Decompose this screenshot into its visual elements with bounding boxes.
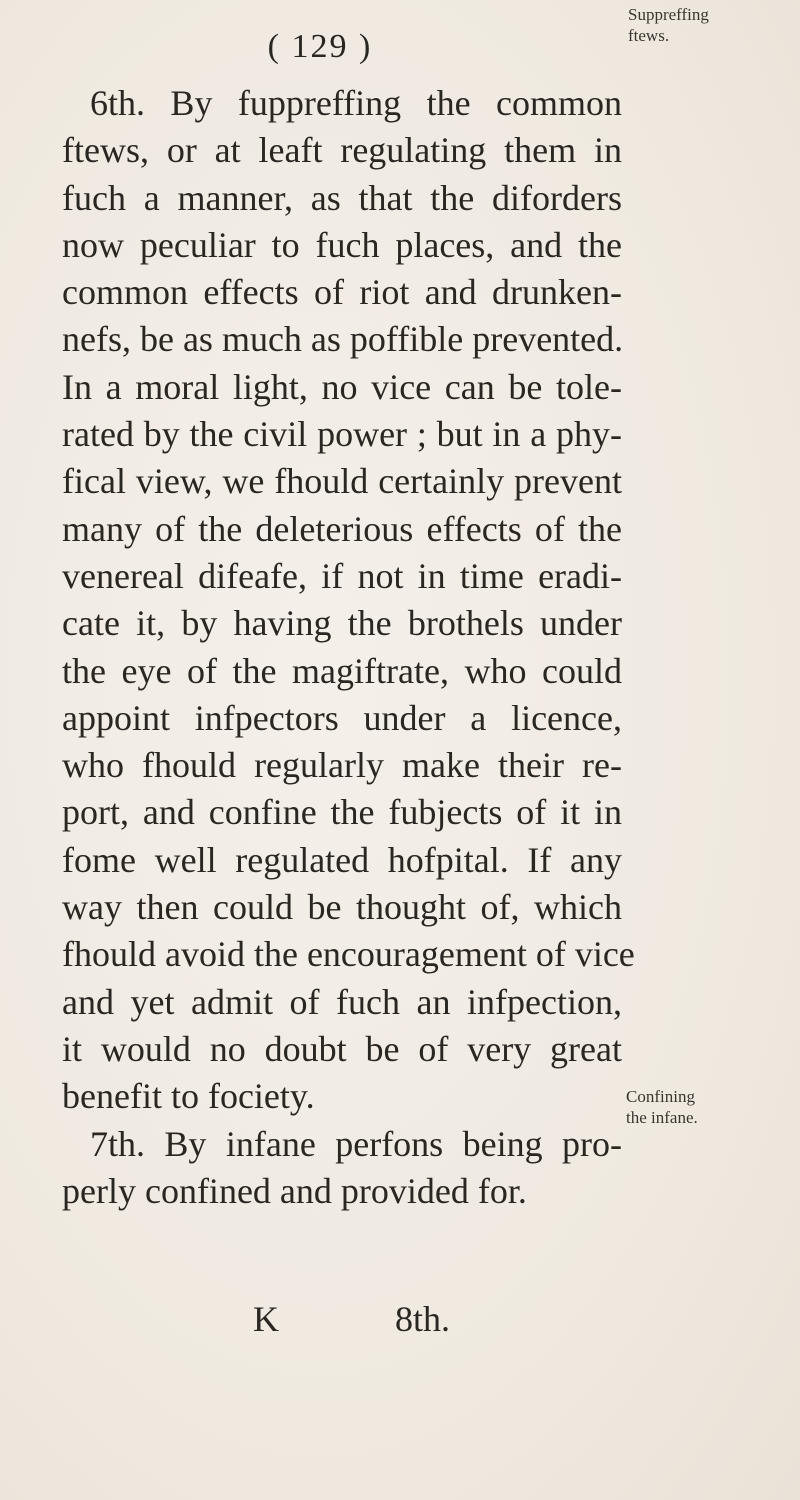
text-line: way then could be thought of, which xyxy=(62,887,622,928)
text-line: perly confined and provided for. xyxy=(62,1170,527,1211)
text-line: it would no doubt be of very great xyxy=(62,1028,622,1069)
text-line: fome well regulated hofpital. If any xyxy=(62,839,622,880)
page-number: ( 129 ) xyxy=(267,28,373,65)
text-line: fuch a manner, as that the diforders xyxy=(62,177,622,218)
catchword: 8th. xyxy=(395,1299,451,1339)
text-line: rated by the civil power ; but in a phy- xyxy=(62,414,622,455)
text-line: appoint infpectors under a licence, xyxy=(62,697,622,738)
text-line: ftews, or at leaft regulating them in xyxy=(62,130,622,171)
text-line: the eye of the magiftrate, who could xyxy=(62,650,622,691)
text-line: cate it, by having the brothels under xyxy=(62,603,622,644)
signature-mark: K xyxy=(253,1299,279,1339)
text-line: fical view, we fhould certainly prevent xyxy=(62,461,622,502)
margin-note-confining-insane xyxy=(626,1086,698,1128)
margin-note-line: Confining xyxy=(626,1087,695,1106)
text-line: now peculiar to fuch places, and the xyxy=(62,224,622,265)
margin-note-line: ftews. xyxy=(628,26,670,45)
margin-note-line: Suppreffing xyxy=(628,5,709,24)
text-line: and yet admit of fuch an infpection, xyxy=(62,981,622,1022)
text-line: 7th. By infane perfons being pro- xyxy=(90,1123,622,1164)
text-line: many of the deleterious effects of the xyxy=(62,508,622,549)
text-line: port, and confine the fubjects of it in xyxy=(62,792,622,833)
margin-note-suppressing-stews xyxy=(628,4,709,46)
main-text xyxy=(62,80,635,1215)
text-line: common effects of riot and drunken- xyxy=(62,272,622,313)
margin-note-line: the infane. xyxy=(626,1108,698,1127)
text-line: nefs, be as much as poffible prevented. xyxy=(62,319,624,360)
text-line: In a moral light, no vice can be tole- xyxy=(62,366,622,407)
text-line: fhould avoid the encouragement of vice xyxy=(62,934,635,975)
text-line: venereal difeafe, if not in time eradi- xyxy=(62,555,622,596)
text-line: benefit to fociety. xyxy=(62,1076,315,1117)
text-line: 6th. By fuppreffing the common xyxy=(90,83,622,123)
text-line: who fhould regularly make their re- xyxy=(62,745,622,786)
